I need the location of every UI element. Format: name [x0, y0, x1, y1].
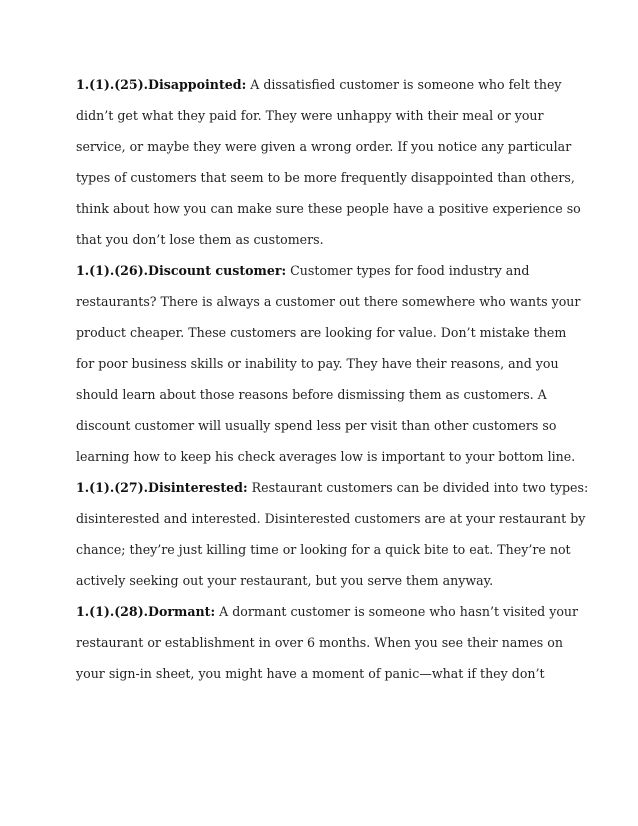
entry-dormant-line-1	[76, 596, 579, 627]
entry-text-line: types of customers that seem to be more frequently disappointed than others,	[76, 170, 575, 185]
entry-text-line: for poor business skills or inability to pay. They have their reasons, and you	[76, 356, 559, 371]
entry-text-line: disinterested and interested. Disinterested customers are at your restaurant by	[76, 511, 586, 526]
entry-text-line: restaurants? There is always a customer out there somewhere who wants your	[76, 294, 581, 309]
document-body	[76, 69, 589, 689]
entry-text-line: actively seeking out your restaurant, but you serve them anyway.	[76, 573, 494, 588]
entry-text-line: didn’t get what they paid for. They were unhappy with their meal or your	[76, 108, 544, 123]
entry-term: 1.(1).(25).Disappointed:	[76, 77, 247, 92]
entry-text: A dissatisfied customer is someone who felt they	[246, 77, 562, 92]
entry-text-line: that you don’t lose them as customers.	[76, 232, 324, 247]
entry-discount-customer-line-1	[76, 255, 576, 286]
entry-text-line: should learn about those reasons before dismissing them as customers. A	[76, 387, 547, 402]
entry-text-line: chance; they’re just killing time or looking for a quick bite to eat. They’re not	[76, 542, 571, 557]
entry-text: A dormant customer is someone who hasn’t visited your	[215, 604, 579, 619]
entry-text: Restaurant customers can be divided into two types:	[247, 480, 589, 495]
entry-text-line: service, or maybe they were given a wrong order. If you notice any particular	[76, 139, 572, 154]
entry-disinterested-line-1	[76, 472, 589, 503]
entry-text-line: restaurant or establishment in over 6 months. When you see their names on	[76, 635, 563, 650]
entry-disappointed-line-1	[76, 69, 576, 100]
entry-text: Customer types for food industry and	[286, 263, 530, 278]
entry-text-line: product cheaper. These customers are looking for value. Don’t mistake them	[76, 325, 567, 340]
entry-text-line: your sign-in sheet, you might have a moment of panic—what if they don’t	[76, 666, 545, 681]
entry-text-line: discount customer will usually spend less per visit than other customers so	[76, 418, 557, 433]
entry-term: 1.(1).(28).Dormant:	[76, 604, 216, 619]
entry-text-line: learning how to keep his check averages low is important to your bottom line.	[76, 449, 576, 464]
entry-term: 1.(1).(26).Discount customer:	[76, 263, 287, 278]
entry-text-line: think about how you can make sure these people have a positive experience so	[76, 201, 581, 216]
entry-term: 1.(1).(27).Disinterested:	[76, 480, 248, 495]
